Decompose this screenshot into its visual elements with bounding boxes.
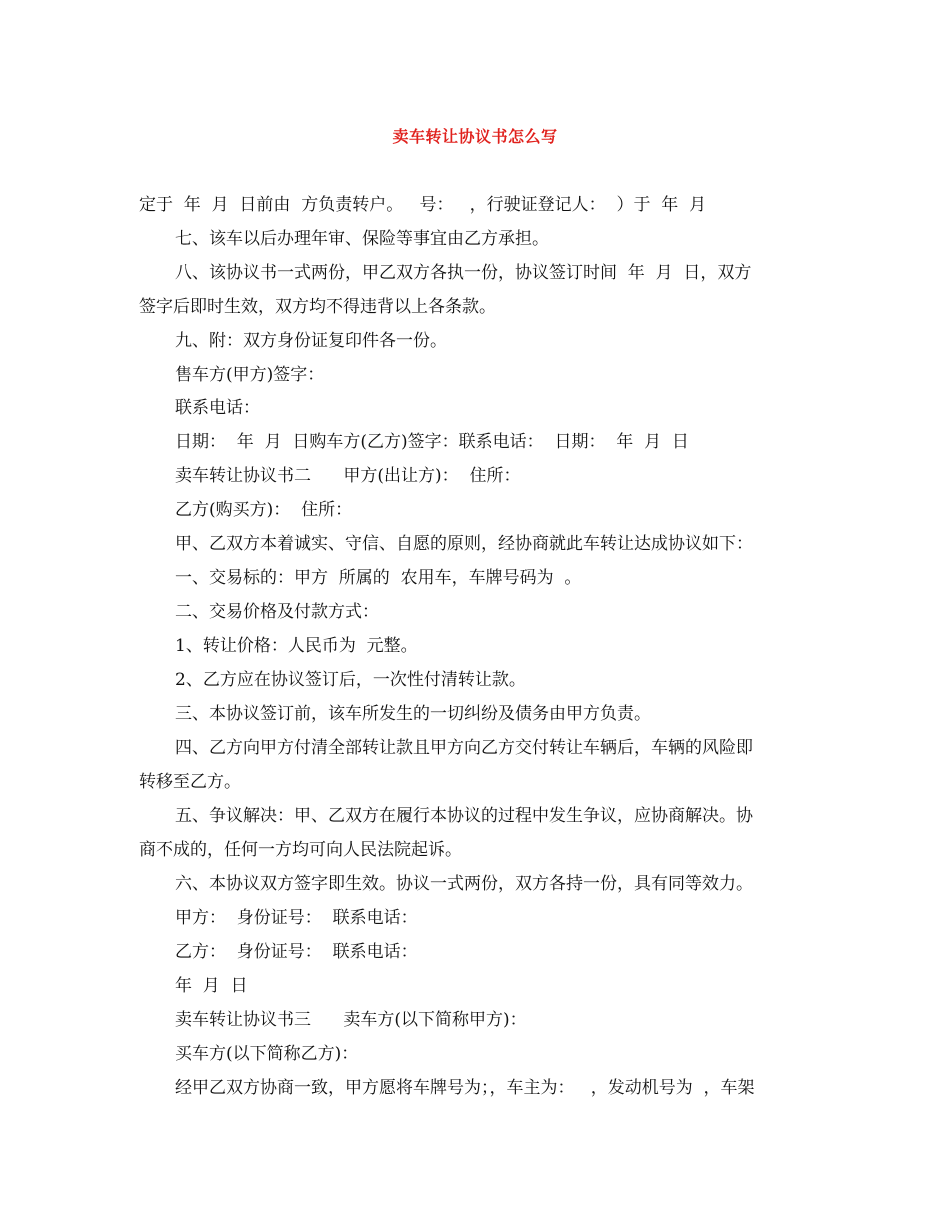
paragraph-line: 二、交易价格及付款方式： xyxy=(175,602,379,622)
paragraph-line: 联系电话： xyxy=(175,398,260,418)
paragraph-line: 定于 年 月 日前由 方负责转户。 号： ，行驶证登记人： ）于 年 月 xyxy=(139,195,707,215)
paragraph-line: 年 月 日 xyxy=(175,976,248,996)
paragraph-line: 甲、乙双方本着诚实、守信、自愿的原则，经协商就此车转让达成协议如下： xyxy=(175,534,753,554)
paragraph-line: 经甲乙双方协商一致，甲方愿将车牌号为；，车主为： ，发动机号为 ，车架 xyxy=(175,1078,755,1098)
paragraph-line: 买车方(以下简称乙方)： xyxy=(175,1044,359,1064)
paragraph-line: 卖车转让协议书三 卖车方(以下简称甲方)： xyxy=(175,1010,527,1030)
paragraph-line: 1、转让价格：人民币为 元整。 xyxy=(175,636,418,656)
paragraph-line: 四、乙方向甲方付清全部转让款且甲方向乙方交付转让车辆后，车辆的风险即 xyxy=(175,738,753,758)
paragraph-line: 乙方： 身份证号： 联系电话： xyxy=(175,942,418,962)
paragraph-line: 日期： 年 月 日购车方(乙方)签字：联系电话： 日期： 年 月 日 xyxy=(175,432,689,452)
paragraph-line: 卖车转让协议书二 甲方(出让方)： 住所： xyxy=(175,466,521,486)
paragraph-line: 售车方(甲方)签字： xyxy=(175,365,325,385)
paragraph-line: 一、交易标的：甲方 所属的 农用车，车牌号码为 。 xyxy=(175,568,582,588)
paragraph-line: 三、本协议签订前，该车所发生的一切纠纷及债务由甲方负责。 xyxy=(175,704,651,724)
paragraph-line: 九、附：双方身份证复印件各一份。 xyxy=(175,331,447,351)
document-title: 卖车转让协议书怎么写 xyxy=(392,127,558,146)
paragraph-line: 七、该车以后办理年审、保险等事宜由乙方承担。 xyxy=(175,229,549,249)
paragraph-line: 五、争议解决：甲、乙双方在履行本协议的过程中发生争议，应协商解决。协 xyxy=(175,806,753,826)
paragraph-line: 乙方(购买方)： 住所： xyxy=(175,500,353,520)
paragraph-line: 签字后即时生效，双方均不得违背以上各条款。 xyxy=(139,297,496,317)
paragraph-line: 2、乙方应在协议签订后，一次性付清转让款。 xyxy=(175,670,526,690)
paragraph-line: 八、该协议书一式两份，甲乙双方各执一份，协议签订时间 年 月 日，双方 xyxy=(175,263,752,283)
paragraph-line: 六、本协议双方签字即生效。协议一式两份，双方各持一份，具有同等效力。 xyxy=(175,874,753,894)
paragraph-line: 商不成的，任何一方均可向人民法院起诉。 xyxy=(139,840,462,860)
paragraph-line: 甲方： 身份证号： 联系电话： xyxy=(175,908,418,928)
paragraph-line: 转移至乙方。 xyxy=(139,772,241,792)
